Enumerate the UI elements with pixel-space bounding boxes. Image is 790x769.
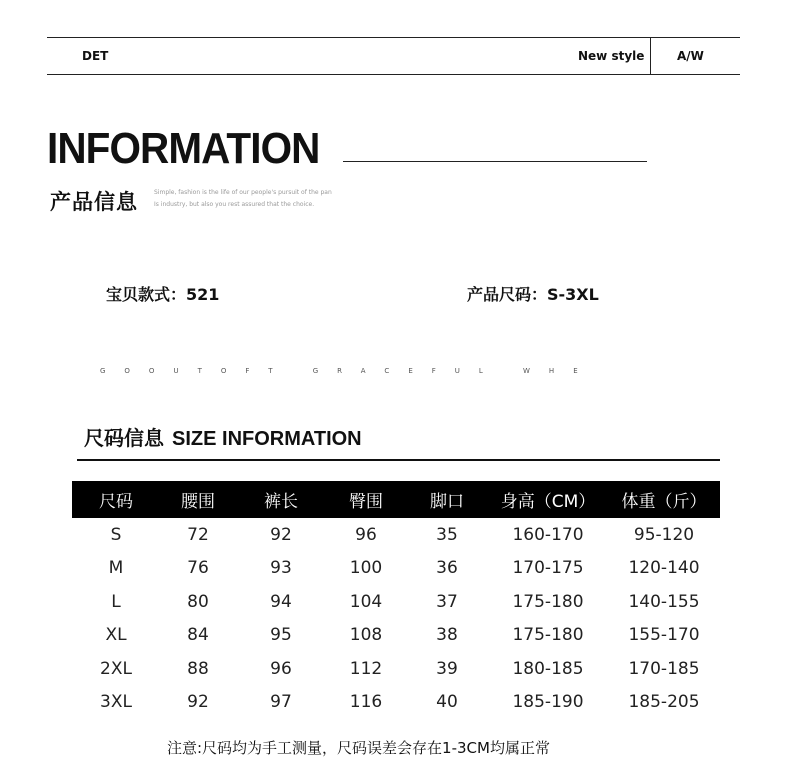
cell-leg-opening: 36 (436, 558, 458, 579)
brand-label: DET (82, 49, 109, 63)
cell-waist: 92 (187, 692, 209, 713)
cell-size: 2XL (100, 658, 132, 679)
cell-waist: 72 (187, 524, 209, 545)
cell-size: M (108, 558, 124, 579)
header-waist: 腰围 (181, 492, 215, 512)
cell-leg-opening: 38 (436, 625, 458, 646)
cell-leg-opening: 39 (436, 658, 458, 679)
cell-size: S (110, 524, 122, 545)
cell-hip: 116 (349, 692, 383, 713)
table-row (72, 619, 720, 653)
cell-waist: 76 (187, 558, 209, 579)
cell-hip: 104 (349, 591, 383, 612)
cell-weight: 185-205 (628, 692, 700, 713)
header-divider (650, 37, 651, 74)
cell-weight: 95-120 (633, 524, 695, 545)
season-label: A/W (677, 49, 704, 63)
product-size-range: 产品尺码：S-3XL (467, 285, 599, 304)
cell-leg-opening: 40 (436, 692, 458, 713)
cell-size: 3XL (100, 692, 132, 713)
cell-height: 175-180 (512, 625, 584, 646)
size-info-rule (77, 459, 720, 461)
cell-length: 92 (270, 524, 292, 545)
cell-waist: 88 (187, 658, 209, 679)
size-table-header (72, 481, 720, 518)
cell-leg-opening: 35 (436, 524, 458, 545)
cell-height: 160-170 (512, 524, 584, 545)
table-row (72, 652, 720, 686)
information-title: INFORMATION (47, 124, 320, 173)
size-info-title-en: SIZE INFORMATION (172, 428, 362, 450)
header-size: 尺码 (99, 492, 133, 512)
header-bottom-rule (47, 74, 740, 75)
table-row (72, 585, 720, 619)
cell-weight: 155-170 (628, 625, 700, 646)
cell-size: XL (105, 625, 127, 646)
new-style-label: New style (578, 49, 645, 63)
cell-hip: 100 (349, 558, 383, 579)
header-hip: 臀围 (349, 492, 383, 512)
cell-height: 185-190 (512, 692, 584, 713)
header-length: 裤长 (264, 492, 298, 512)
blurb-line-2: Is industry, but also you rest assured that the choice. (154, 201, 315, 208)
cell-weight: 140-155 (628, 591, 700, 612)
cell-weight: 170-185 (628, 658, 700, 679)
header-top-rule (47, 37, 740, 38)
cell-height: 180-185 (512, 658, 584, 679)
cell-weight: 120-140 (628, 558, 700, 579)
product-style: 宝贝款式：521 (106, 285, 220, 304)
information-rule (343, 161, 647, 162)
blurb-line-1: Simple, fashion is the life of our people's pursuit of the pan (154, 189, 332, 196)
size-info-title (84, 422, 362, 451)
decorative-spaced-text: GOOUTOFT GRACEFUL WHE (100, 367, 597, 375)
size-table (72, 481, 720, 719)
header-leg-opening: 脚口 (430, 492, 464, 512)
cell-height: 170-175 (512, 558, 584, 579)
cell-leg-opening: 37 (436, 591, 458, 612)
cell-size: L (111, 591, 121, 612)
cell-length: 94 (270, 591, 292, 612)
cell-waist: 80 (187, 591, 209, 612)
cell-length: 95 (270, 625, 292, 646)
size-info-title-cn: 尺码信息 (84, 426, 164, 450)
cell-height: 175-180 (512, 591, 584, 612)
header-height: 身高（CM） (500, 492, 596, 512)
information-blurb (154, 187, 354, 211)
cell-length: 97 (270, 692, 292, 713)
cell-hip: 112 (349, 658, 383, 679)
cell-length: 96 (270, 658, 292, 679)
information-title-cn: 产品信息 (50, 190, 138, 214)
cell-length: 93 (270, 558, 292, 579)
cell-waist: 84 (187, 625, 209, 646)
header-weight: 体重（斤） (621, 492, 707, 512)
cell-hip: 96 (355, 524, 377, 545)
measurement-note: 注意:尺码均为手工测量，尺码误差会存在1-3CM均属正常 (167, 739, 550, 757)
table-row (72, 518, 720, 552)
cell-hip: 108 (349, 625, 383, 646)
table-row (72, 552, 720, 586)
table-row (72, 686, 720, 720)
